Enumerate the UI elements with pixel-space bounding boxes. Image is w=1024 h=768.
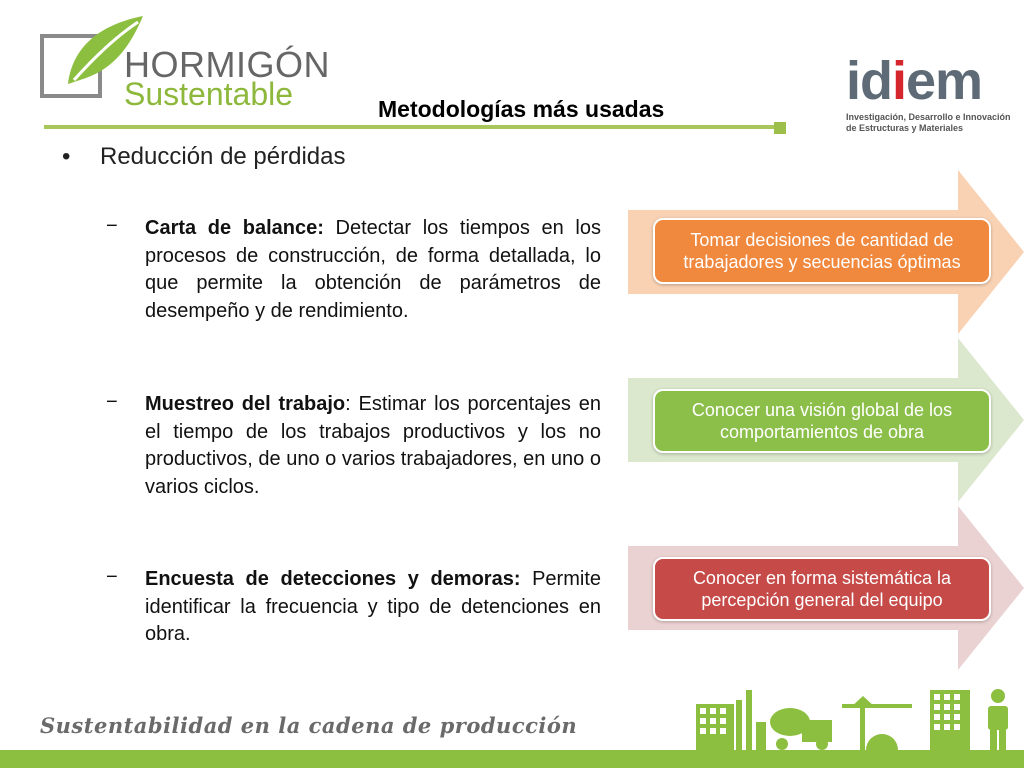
apartment-icon	[930, 690, 970, 750]
item-dash: −	[106, 566, 118, 588]
method-term: Carta de balance:	[145, 217, 324, 239]
method-description: Permite identificar la frecuencia y tipo de detenciones en obra.	[145, 568, 602, 645]
factory-icon	[736, 690, 766, 750]
item-dash: −	[106, 215, 118, 237]
idiem-subtitle-line2: de Estructuras y Materiales	[846, 123, 964, 133]
idiem-part-a: id	[846, 51, 892, 111]
outcome-card-team-perception: Conocer en forma sistemática la percepción general del equipo	[653, 557, 991, 621]
outcome-card-decisions: Tomar decisiones de cantidad de trabajadores y secuencias óptimas	[653, 218, 991, 284]
method-item-muestreo	[145, 391, 601, 501]
idiem-subtitle	[846, 112, 1011, 134]
idiem-subtitle-line1: Investigación, Desarrollo e Innovación	[846, 112, 1011, 122]
item-dash: −	[106, 391, 118, 413]
bullet-marker: •	[62, 143, 71, 170]
footer-tagline: Sustentabilidad en la cadena de producción	[40, 713, 578, 738]
method-item-carta-balance	[145, 215, 601, 325]
idiem-logo	[846, 50, 1016, 140]
method-item-encuesta	[145, 566, 601, 649]
building-icon	[696, 704, 734, 750]
idiem-wordmark	[846, 50, 982, 112]
crane-icon	[842, 696, 912, 750]
footer-illustration	[690, 686, 1024, 752]
outcome-card-global-view: Conocer una visión global de los comportamientos de obra	[653, 389, 991, 453]
brand-name-line1: HORMIGÓN	[124, 44, 330, 85]
worker-icon	[988, 689, 1008, 750]
idiem-part-c: em	[906, 51, 983, 111]
brand-name-line2: Sustentable	[124, 76, 294, 112]
method-term: Muestreo del trabajo	[145, 393, 346, 415]
method-description: : Estimar los porcentajes en el tiempo de los trabajos productivos y los no productivos, de uno o varios trabajadores, en uno o varios ciclos.	[145, 393, 601, 498]
method-term: Encuesta de detecciones y demoras:	[145, 568, 521, 590]
cement-mixer-icon	[770, 708, 832, 750]
title-divider	[44, 125, 779, 129]
hormigon-sustentable-logo	[40, 12, 330, 112]
footer-bar	[0, 750, 1024, 768]
title-divider-end	[774, 122, 786, 134]
method-description: Detectar los tiempos en los procesos de construcción, de forma detallada, lo que permite la obtención de parámetros de desempeño y de rendimiento.	[145, 217, 601, 322]
idiem-part-b: i	[892, 51, 907, 111]
bullet-heading: Reducción de pérdidas	[100, 143, 346, 170]
slide-title: Metodologías más usadas	[378, 96, 665, 122]
